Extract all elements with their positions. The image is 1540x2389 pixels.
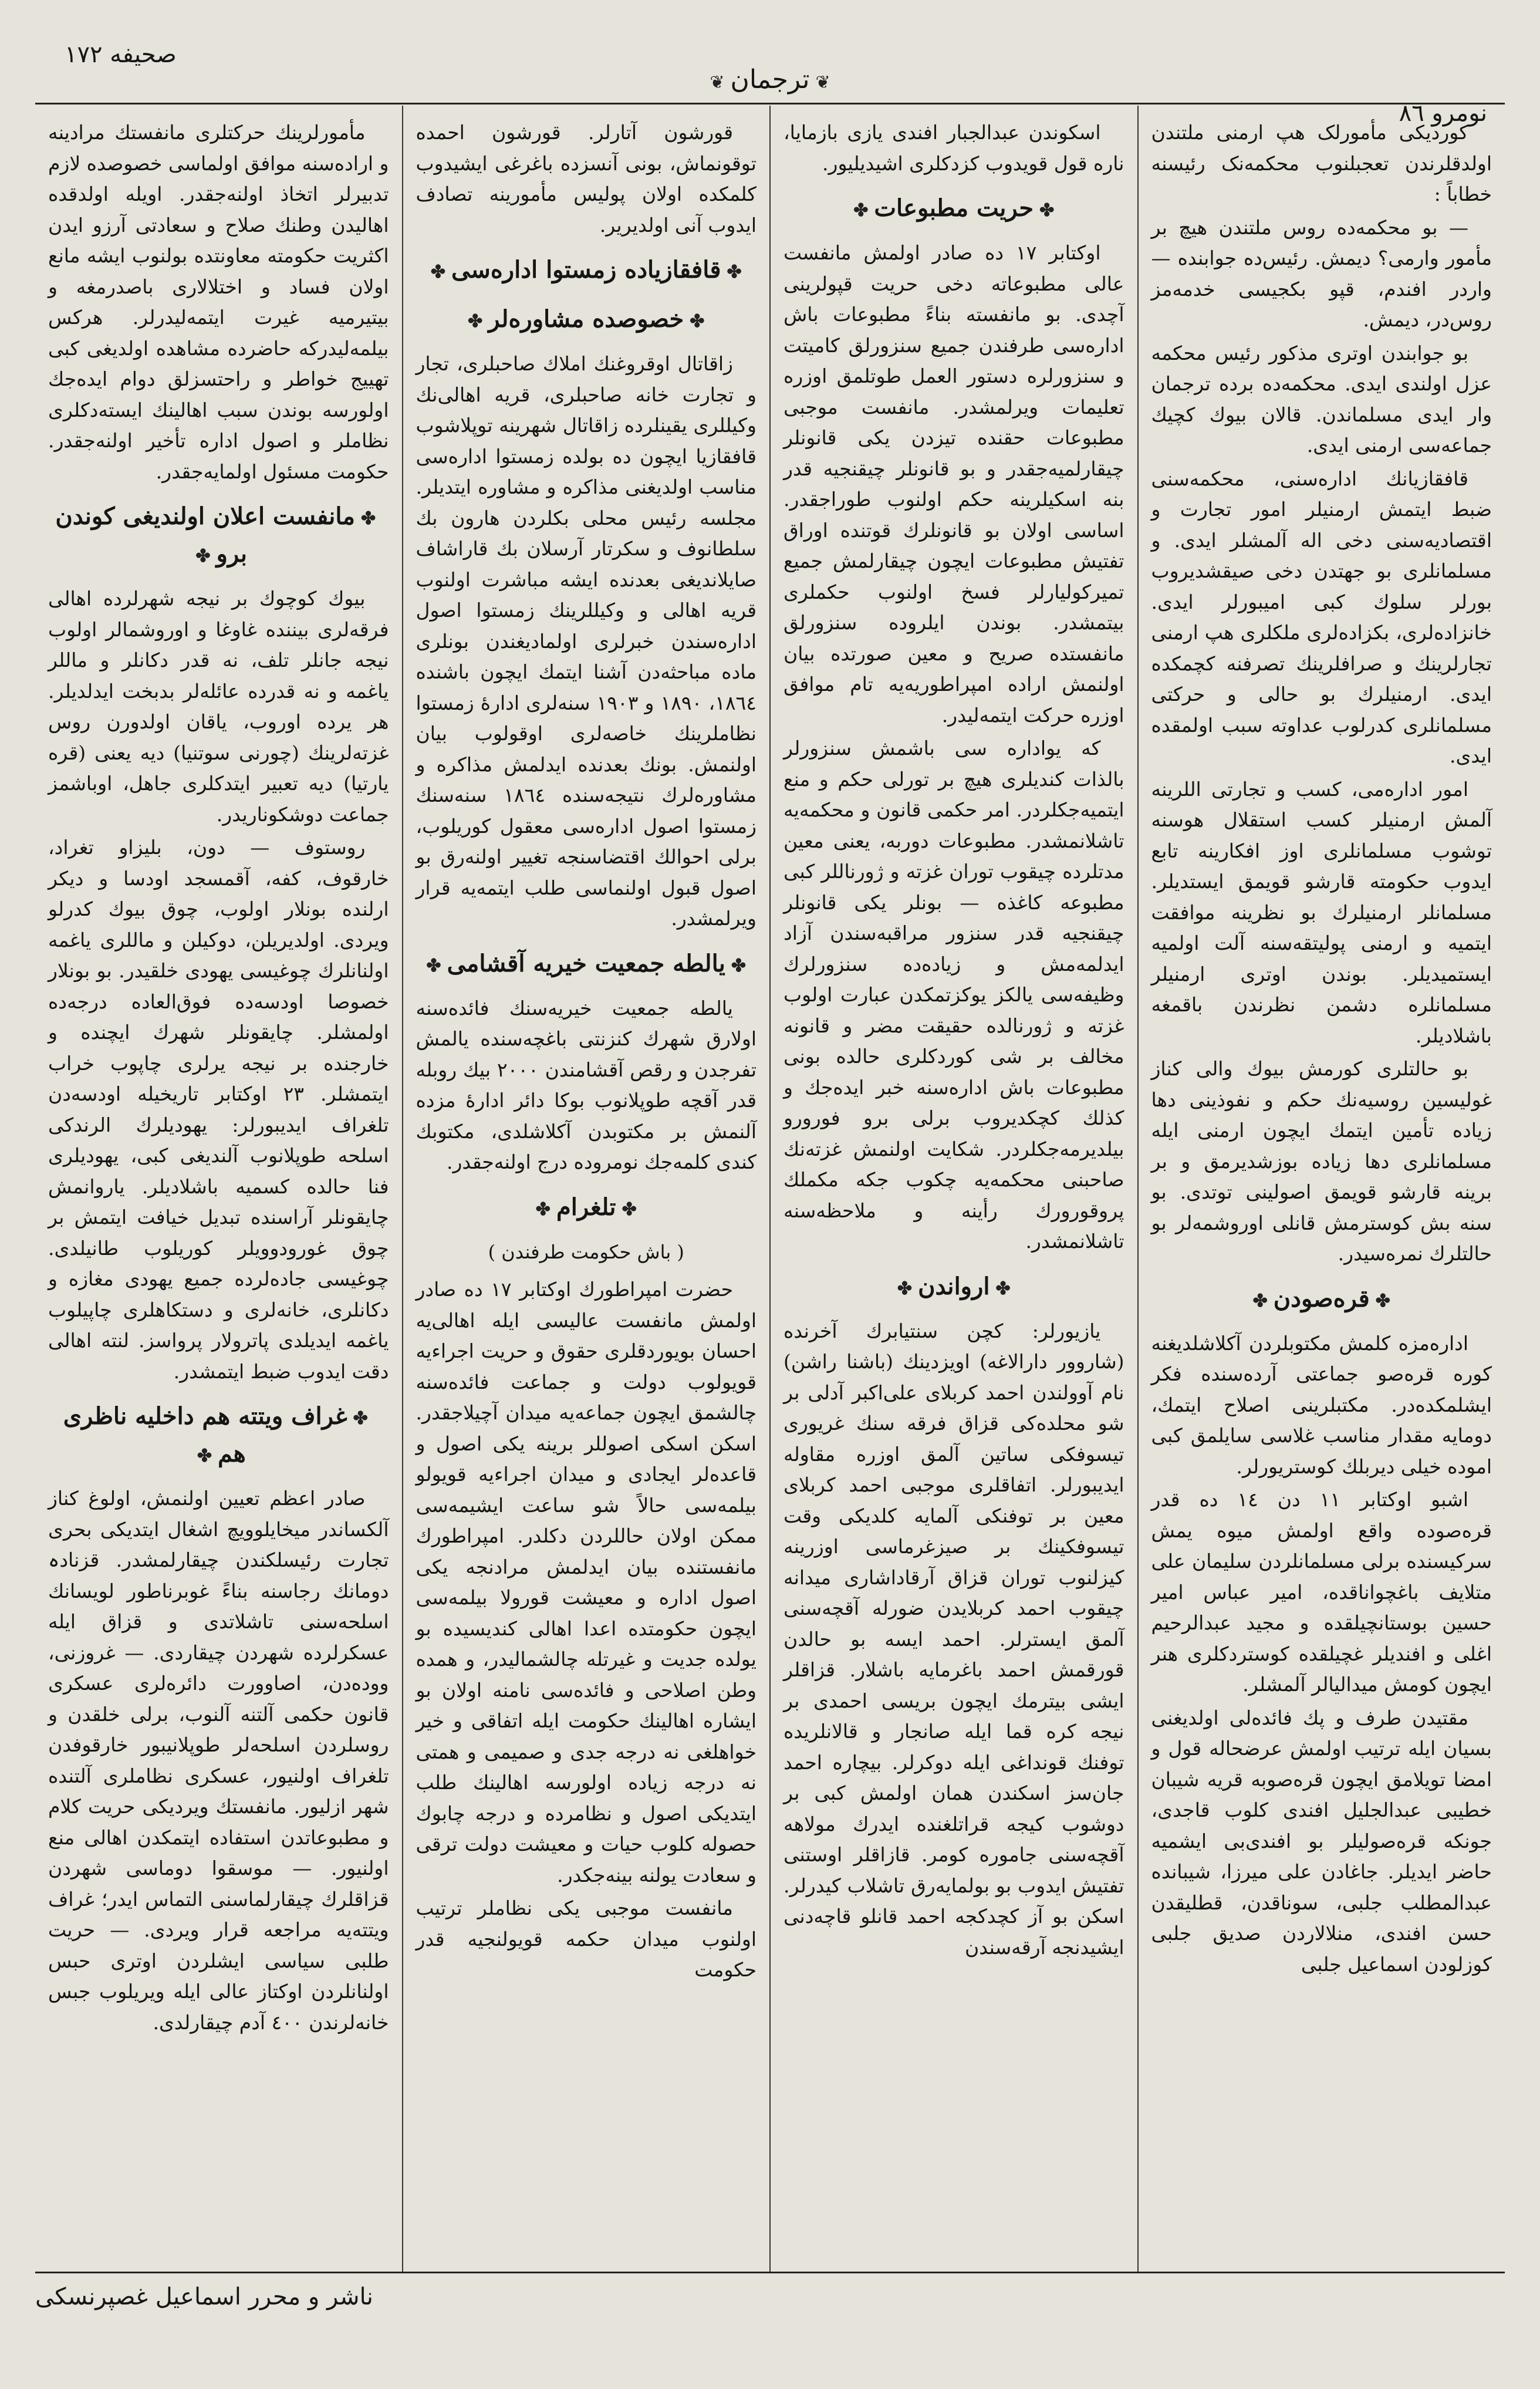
paragraph: امور اداره‌می، کسب و تجارتی اللرینه آلمش ارمنیلر کسب استقلال هوسنه توشوب مسلمانلری اوز افکارینه تابع ایدوب حکومته قارشو قویمق ایستدیلر. مسلمانلر ارمنیلرك بو نظرینه موافقت ایتمیه و ارمنی پولیتقه‌سنه آلت اولمیه ایستمیدیلر. بوندن اوتری ارمنیلر مسلمانلره دشمن نظرندن باقمغه باشلادیلر. [1151, 777, 1492, 1047]
paragraph: صادر اعظم تعیین اولنمش، اولوغ کناز آلکساندر میخایلوویچ اشغال ایتدیکی بحری تجارت رئیسلکندن چیقارلمشدر. قزنادہ دومانك رجاسنه بناءً غوبرناطور لویسانك اسلحه‌سنی تاشلاتدی و قزاق ایله عسکرلرده شهردن چیقاردی. — غروزنی، وودەدن، اصاوورت دائره‌لری عسکری قانون حکمی آلتنه آلنوب، برلی خلقدن و روسلردن اسلحه‌لر طوپلانیبور خارقوفدن تلغراف اولنیور، عسکری نظاملری آلتنده شهر ازلیور. مانفستك ویردیکی حریت کلام و مطبوعاتدن استفاده ایتمکدن اهالی منع اولنیور. — موسقوا دوماسی شهردن قزاقلرك چیقارلماسنی التماس ایدر؛ غراف ویتته‌یه مراجعه قرار ویردی. — حریت طلبی سیاسی ایشلردن اوتری حبس اولنانلردن اوکتاز عالی ایله ویریلوب جبس خانه‌لرندن ٤٠٠ آدم چیقارلدی. [48, 1487, 389, 2034]
bottom-rule [35, 2272, 1505, 2273]
section-heading [1151, 1281, 1492, 1319]
column-4 [35, 106, 402, 2272]
paragraph: قافقازیانك اداره‌سنی، محکمه‌سنی ضبط ایتمش ارمنیلر امور تجارت و اقتصادیه‌سنی دخی اله آلمشلر ایدی. و مسلمانلری بو جهتدن دخی صیقشدیروب بورلر سلوك کبی امیبورلر ایدی. خانزاده‌لری، بکزاده‌لری ملکلری هپ ارمنی تجارلرینك و صرافلرینك تصرفنه کچمکده ایدی. ارمنیلرك بو حالی و حرکتی مسلمانلری کدرلوب عداوته سبب اولمقده ایدی. [1151, 467, 1492, 767]
heading-text: ارواندن [918, 1272, 990, 1300]
section-heading [416, 946, 757, 984]
ornament-icon: ✤ [1039, 200, 1055, 221]
paragraph: یازیورلر: کچن سنتیابرك آخرنده (شاروور دارالاغه) اویزدینك (باشنا راشن) نام آوولندن احمد کربلای علی‌اکبر آدلی بر شو محلده‌کی قزاق فرقه سنك غریوری تیسوفکی ساتین آلمق اوزره مقاوله ایدیبورلر. اتفاقلری موجبی احمد کربلای معین بر توفنکی آلمایه کلدیکی وقت تیسوفکینك بر صیزغرماسی اوزرینه کیزلنوب توران قزاق آرقاداشاری میدانه چیقوب احمد کربلایدن ضورله آقچه‌سنی آلمق ایسترلر. احمد ایسه بو حالدن قورقمش احمد باغرمایه باشلار. قزاقلر ایشی بیترمك ایچون بریسی احمدی بر نیجه کره قما ایله صانجار و قالانلریده توفنك قونداغی ایله دوکرلر. بیچاره احمد جان‌سز اسکندن همان اولمش کبی بر دوشوب کیجه قراتلغنده ایدرك مولاهه آقچه‌سنی جاموره کومر. قازاقلر اوستنی تفتیش ایدوب بو بولمایه‌رق تاشلاب کیدرلر. اسکن بو آز کچدکجه احمد قانلو قاچه‌دنی ایشیدنجه آرقه‌سندن [783, 1319, 1124, 1959]
paragraph: اسکوندن عبدالجبار افندی یازی بازمایا، ناره قول قویدوب کزدکلری اشیدیلیور. [783, 121, 1124, 175]
ornament-icon: ✤ [727, 262, 742, 282]
issue-number: نومرو ٨٦ [1399, 100, 1487, 127]
column-2 [769, 106, 1137, 2272]
paper-title [704, 65, 836, 95]
paragraph: مقتیدن طرف و پك فائده‌لی اولدیغنی بسیان ایله ترتیب اولمش عرضحاله قول و امضا تویلامق ایچون قره‌صوبه قریه شیبان خطیبی عبدالجلیل افندی کلوب قاجدی، جونکه قره‌صولیلر بو افندی‌بی ایشمیه حاضر ایدیلر. جاغادن علی میرزا، شیبانده عبدالمطلب جلبی، سوناقدن، قطلیقدن حسن افندی، منلالاردن صدیق جلبی کوزلودن اسماعیل جلبی [1151, 1706, 1492, 1976]
paper-name: ترجمان [730, 65, 810, 95]
paragraph: بو جوابندن اوتری مذکور رئیس محکمه عزل اولندی ایدی. محکمه‌ده برده ترجمان وار ایدی مسلماندن. قالان بیوك کچیك جماعه‌سی ارمنی ایدی. [1151, 341, 1492, 457]
section-heading [48, 499, 389, 574]
paragraph: اوکتابر ١٧ ده صادر اولمش مانفست عالی مطبوعاته دخی حریت قپولرینی آچدی. بو مانفسته بناءً مطبوعات باش اداره‌سی طرفندن جمیع سنزورلق کامیتت و سنزورلره دستور العمل طوتلمق اوزره تعلیمات ویرلمشدر. مانفست موجبی مطبوعات حقنده تیزدن یکی قانونلر چیقارلمیه‌جقدر و بو قانونلر چیقنجیه قدر بنه اسکیلرینه حکم اولنوب طوراجقدر. اساسی اولان بو قانونلرك قوتنده اوراق تفتیش مطبوعات ایچون چیقارلمش جمیع تمیرکولیارلر فسخ اولنوب حکملری بیتمشدر. بوندن ایلروده سنزورلق مانفستده صریح و معین صورتده بیان اولنمش اراده امپراطوریه‌یه تام موافق اوزره حرکت ایتمه‌لیدر. [783, 241, 1124, 727]
ornament-icon: ✤ [468, 311, 483, 332]
subheading: ( باش حکومت طرفندن ) [488, 1240, 684, 1263]
heading-text: مانفست اعلان اولندیغی کوندن برو [55, 502, 355, 568]
section-heading [416, 302, 757, 339]
paragraph: کوردیکی مأمورلک هپ ارمنی ملتندن اولدقلرندن تعجبلنوب محکمه‌نک رئیسنه خطاباً : [1151, 121, 1492, 205]
heading-text: غراف ویتته هم داخلیه ناظری هم [63, 1402, 347, 1467]
section-heading [783, 1269, 1124, 1307]
paragraph: اشبو اوکتابر ١١ دن ١٤ ده قدر قره‌صوده واقع اولمش میوه یمش سرکیسنده برلی مسلمانلردن سلیمان علی متلایف باغچواناقده، امیر عباس امیر حسین بوستانچیلقده و مجید عبدالرحیم اغلی و افندیلر غچیلقده کوستردکلری هنر ایچون کومش میدالیالر آلمشلر. [1151, 1488, 1492, 1696]
ornament-icon: ✤ [353, 1408, 368, 1429]
paragraph: یالطه جمعیت خیریه‌سنك فائده‌سنه اولارق شهرك کنزنتی باغچه‌سنده یالمش تفرجدن و رقص آقشامندن ٢٠٠٠ بیك روبله قدر آقچه طوپلانوب بوکا دائر ادارهٔ مزده آلنمش بر مکتوبدن آکلاشلدی، مکتوبك کندی کلمه‌جك نومروده درج اولنه‌جقدر. [416, 996, 757, 1173]
heading-text: قافقازیاده زمستوا اداره‌سی [451, 256, 721, 284]
right-flourish-icon: ❦ [710, 72, 725, 93]
paragraph: زاقاتال اوقروغنك املاك صاحبلری، تجار و تجارت خانه صاحبلری، قریه اهالی‌نك وکیللری یقینلرده زاقاتال شهرینه توپلاشوب قافقازیا ایچون ده بولده زمستوا اداره‌سی مناسب اولدیغنی مذاکره و مشاوره ایتدیلر. مجلسه رئیس محلی بکلردن هارون بك سلطانوف و سکرتار آرسلان بك قاراشاف صایلاندیغی بعدنده ایشه مباشرت اولنوب قریه اهالی و وکیللرینك زمستوا اصول اداره‌سندن خبرلری اولمادیغندن بونلری ماده مباحثه‌دن آشنا ایتمك ایچون باشنده ١٨٦٤، ١٨٩٠ و ١٩٠٣ سنه‌لری ادارهٔ زمستوا نظاملرینك خاصه‌لری اوقولوب بیان اولنمش. بونك بعدنده ایدلمش مذاکره و مشاوره‌لرك نتیجه‌سنده ١٨٦٤ سنه‌سنك زمستوا اصول اداره‌سی معقول کوریلوب، برلی احوالك اقتضاسنجه تغییر اولنه‌رق بو اصول قبول اولنماسی طلب ایتمه‌یه قرار ویرلمشدر. [416, 352, 757, 930]
ornament-icon: ✤ [690, 311, 705, 332]
top-rule [35, 103, 1505, 104]
section-heading [416, 1190, 757, 1227]
ornament-icon: ✤ [535, 1199, 551, 1220]
ornament-icon: ✤ [430, 262, 445, 282]
heading-text: قره‌صودن [1273, 1284, 1370, 1312]
paragraph: مانفست موجبی یکی نظاملر ترتیب اولنوب میدان حکمه قویولنجیه قدر حکومت [416, 1897, 757, 1981]
masthead [29, 18, 1511, 127]
heading-text: حریت مطبوعات [874, 194, 1034, 222]
paragraph: که یواداره سی باشمش سنزورلر بالذات کندیلری هیچ بر تورلی حکم و منع ایتمیه‌جکلردر. امر حکمی قانون و محکمه‌یه تاشلانمشدر. مطبوعات دوربه، یعنی معین مدتلرده چیقوب توران غزته و ژورناللر کبی مطبوعه کاغذه — بونلر یکی قانونلر چیقنجیه قدر سنزور مراقبه‌سندن آزاد ایدلمه‌مش و زیاده‌ده سنزورلرك وظیفه‌سی یالکز یوکزتمکدن عبارت اولوب غزته و ژورنالده حقیقت مضر و قانونه مخالف بر شی کوردکلری حالده بونی مطبوعات باش اداره‌سنه خبر ایده‌جك و کذلك کچکدیروب برلی برو فورورو بیلدیرمه‌جکلردر. شکایت اولنمش غزته‌نك صاحبنی محکمه‌یه چکوب جکه مکملك پروقورورك رأینه و ملاحظه‌سنه تاشلانمشدر. [783, 737, 1124, 1253]
section-heading [783, 191, 1124, 228]
paragraph: روستوف — دون، بلیزاو تغراد، خارقوف، کفه، آقمسجد اودسا و دیکر ارلنده بونلار اولوب، چوق بیوك کدرلو ویردی. اولدیریلن، دوکیلن و ماللری یاغمه اولنانلرك چوغیسی یهودی خلقیدر. بو بونلار خصوصا اودسه‌ده فوق‌العاده درجه‌ده اولمشلر. چایقونلر شهرك ایچنده و خارجنده بر نیجه یرلری چاپوب خراب ایتمشلر. ٢٣ اوکتابر تاریخیله اودسه‌دن تلغراف ایدیبورلر: یهودیلرك الرندکی اسلحه طوپلانوب آلندیغی کبی، یهودیلری فنا حالده کسمیه باشلادیلر. یاروانمش چایقونلر آراسنده تبدیل خیافت ایتمش بر چوق غورودوویلر کوریلوب طانیلدی. چوغیسی جادەلرده جمیع یهودی مغازه و دکانلری، خانه‌لری و دستکاهلری چاپیلوب یاغمه ایدیلدی پاترولار پرواسز. لنته اهالی دقت ایدوب ضبط ایتمشدر. [48, 836, 389, 1383]
columns [35, 106, 1505, 2272]
ornament-icon: ✤ [995, 1278, 1011, 1299]
ornament-icon: ✤ [360, 508, 376, 529]
section-heading [48, 1399, 389, 1474]
heading-text: خصوصده مشاوره‌لر [488, 305, 684, 333]
ornament-icon: ✤ [426, 955, 441, 976]
ornament-icon: ✤ [1375, 1290, 1390, 1311]
ornament-icon: ✤ [731, 955, 747, 976]
heading-text: تلغرام [556, 1193, 616, 1221]
column-1 [1137, 106, 1505, 2272]
ornament-icon: ✤ [197, 1446, 212, 1466]
section-heading [416, 252, 757, 290]
ornament-icon: ✤ [1252, 1290, 1268, 1311]
heading-text: یالطه جمعیت خیریه آقشامی [447, 949, 725, 977]
paragraph: مأمورلرینك حرکتلری مانفستك مرادینه و اراده‌سنه موافق اولماسی خصوصده لازم تدبیرلر اتخاذ اولنه‌جقدر. اویله اولدقده اهالیدن وطنك صلاح و سعادتی آرزو ایدن اکثریت حکومته معاونتده بولنوب ایشه مانع اولان فساد و اختلالاری باصدرمغه و بیتیرمیه غیرت ایتمه‌لیدرلر. هرکس بیلمه‌لیدرکه حاضرده مشاهده اولدیغی کبی تهییج خواطر و راحتسزلق دوام ایده‌جك اولورسه بوندن سبب اهالینك ایسته‌دکلری نظاملر و اصول اداره تأخیر اولنه‌جقدر. حکومت مسئول اولمایه‌جقدر. [48, 121, 389, 483]
ornament-icon: ✤ [622, 1199, 637, 1220]
left-flourish-icon: ❦ [815, 72, 830, 93]
paragraph: بیوك کوچوك بر نیجه شهرلرده اهالی فرقه‌لری بیننده غاوغا و اوروشمالر اولوب نیجه جانلر تلف، نه قدر دکانلر و ماللر یاغمه و نه قدرده عائله‌لر بدبخت ایدلدیلر. هر یرده اوروب، یاقان اولدورن روس غزته‌لرینك (چورنی سوتنیا) دیه یعنی (قره یارتیا) دیه تعبیر ایتدکلری جاهل، اوباشمز جماعت دوشکوناریدر. [48, 587, 389, 826]
publisher-line: ناشر و محرر اسماعیل غصپرنسکی [35, 2283, 373, 2310]
paragraph: — بو محکمه‌ده روس ملتندن هیچ بر مأمور وارمی؟ دیمش. رئیس‌ده جوابنده — واردر افندم، قپو بکجیسی خدمه‌مز روس‌در، دیمش. [1151, 215, 1492, 331]
ornament-icon: ✤ [897, 1278, 913, 1299]
ornament-icon: ✤ [853, 200, 869, 221]
ornament-icon: ✤ [195, 546, 211, 566]
paragraph: اداره‌مزه کلمش مکتوبلردن آکلاشلدیغنه کوره قره‌صو جماعتی آرده‌سنده فکر ایشلمکده‌در. مکتبلرینی اصلاح ایتمك، دومایه مقدار مناسب غلاسی سایلمق کبی اموده خیلی دیربلك کوستریورلر. [1151, 1331, 1492, 1478]
page-number: صحیفه ١٧٢ [65, 41, 177, 68]
paragraph: بو حالتلری کورمش بیوك والی کناز غولیسین روسیه‌نك حکم و نفوذینی دها زیاده تأمین ایتمك ایچون ارمنی ایله مسلمانلری دها زیاده بوزشدیرمق و بر برینه قارشو قویمق اصولینی توتدی. بو سنه بش کوسترمش قانلی اوروشمه‌لر بو حالتلرك نمره‌سیدر. [1151, 1057, 1492, 1265]
column-3 [402, 106, 770, 2272]
paragraph: حضرت امپراطورك اوکتابر ١٧ ده صادر اولمش مانفست عالیسی ایله اهالی‌یه احسان بویوردقلری حقوق و حریت اجراءیه قویولوب دولت و جماعت فائده‌سنه چالشمق ایچون جماعه‌یه میدان آچیلاجقدر. اسکن اسکی اصوللر برینه یکی اصول و قاعده‌لر ایجادی و میدان اجراءیه قویولو بیلمه‌سی حالاً شو ساعت ایشیمه‌سی ممکن اولان حاللردن دکلدر. امپراطورك مانفستنده بیان ایدلمش مرادنجه یکی اصول اداره و معیشت قورولا بیلمه‌سی ایچون حکومتده اعدا اهالی کندیسیده بو یولده جدیت و غیرتله چالشمالیدر، و همده وطن اصلاحی و فائده‌سی نامنه اولان بو ایشاره اهالینك حکومت ایله اتفاقی و خیر خواهلغی نه درجه جدی و صمیمی و همتی نه درجه زیاده اولورسه اهالینك طلب ایتدیکی اصول و نظامرده و درجه چابوك حصوله کلوب حیات و معیشت دولت ترقی و سعادت یولنه بینه‌جکدر. [416, 1278, 757, 1887]
paragraph: قورشون آتارلر. قورشون احمده توقونماش، بونی آنسزده باغرغی ایشیدوب کلمکده اولان پولیس مأمورینه تصادف ایدوب آنی اولدیریر. [416, 121, 757, 237]
